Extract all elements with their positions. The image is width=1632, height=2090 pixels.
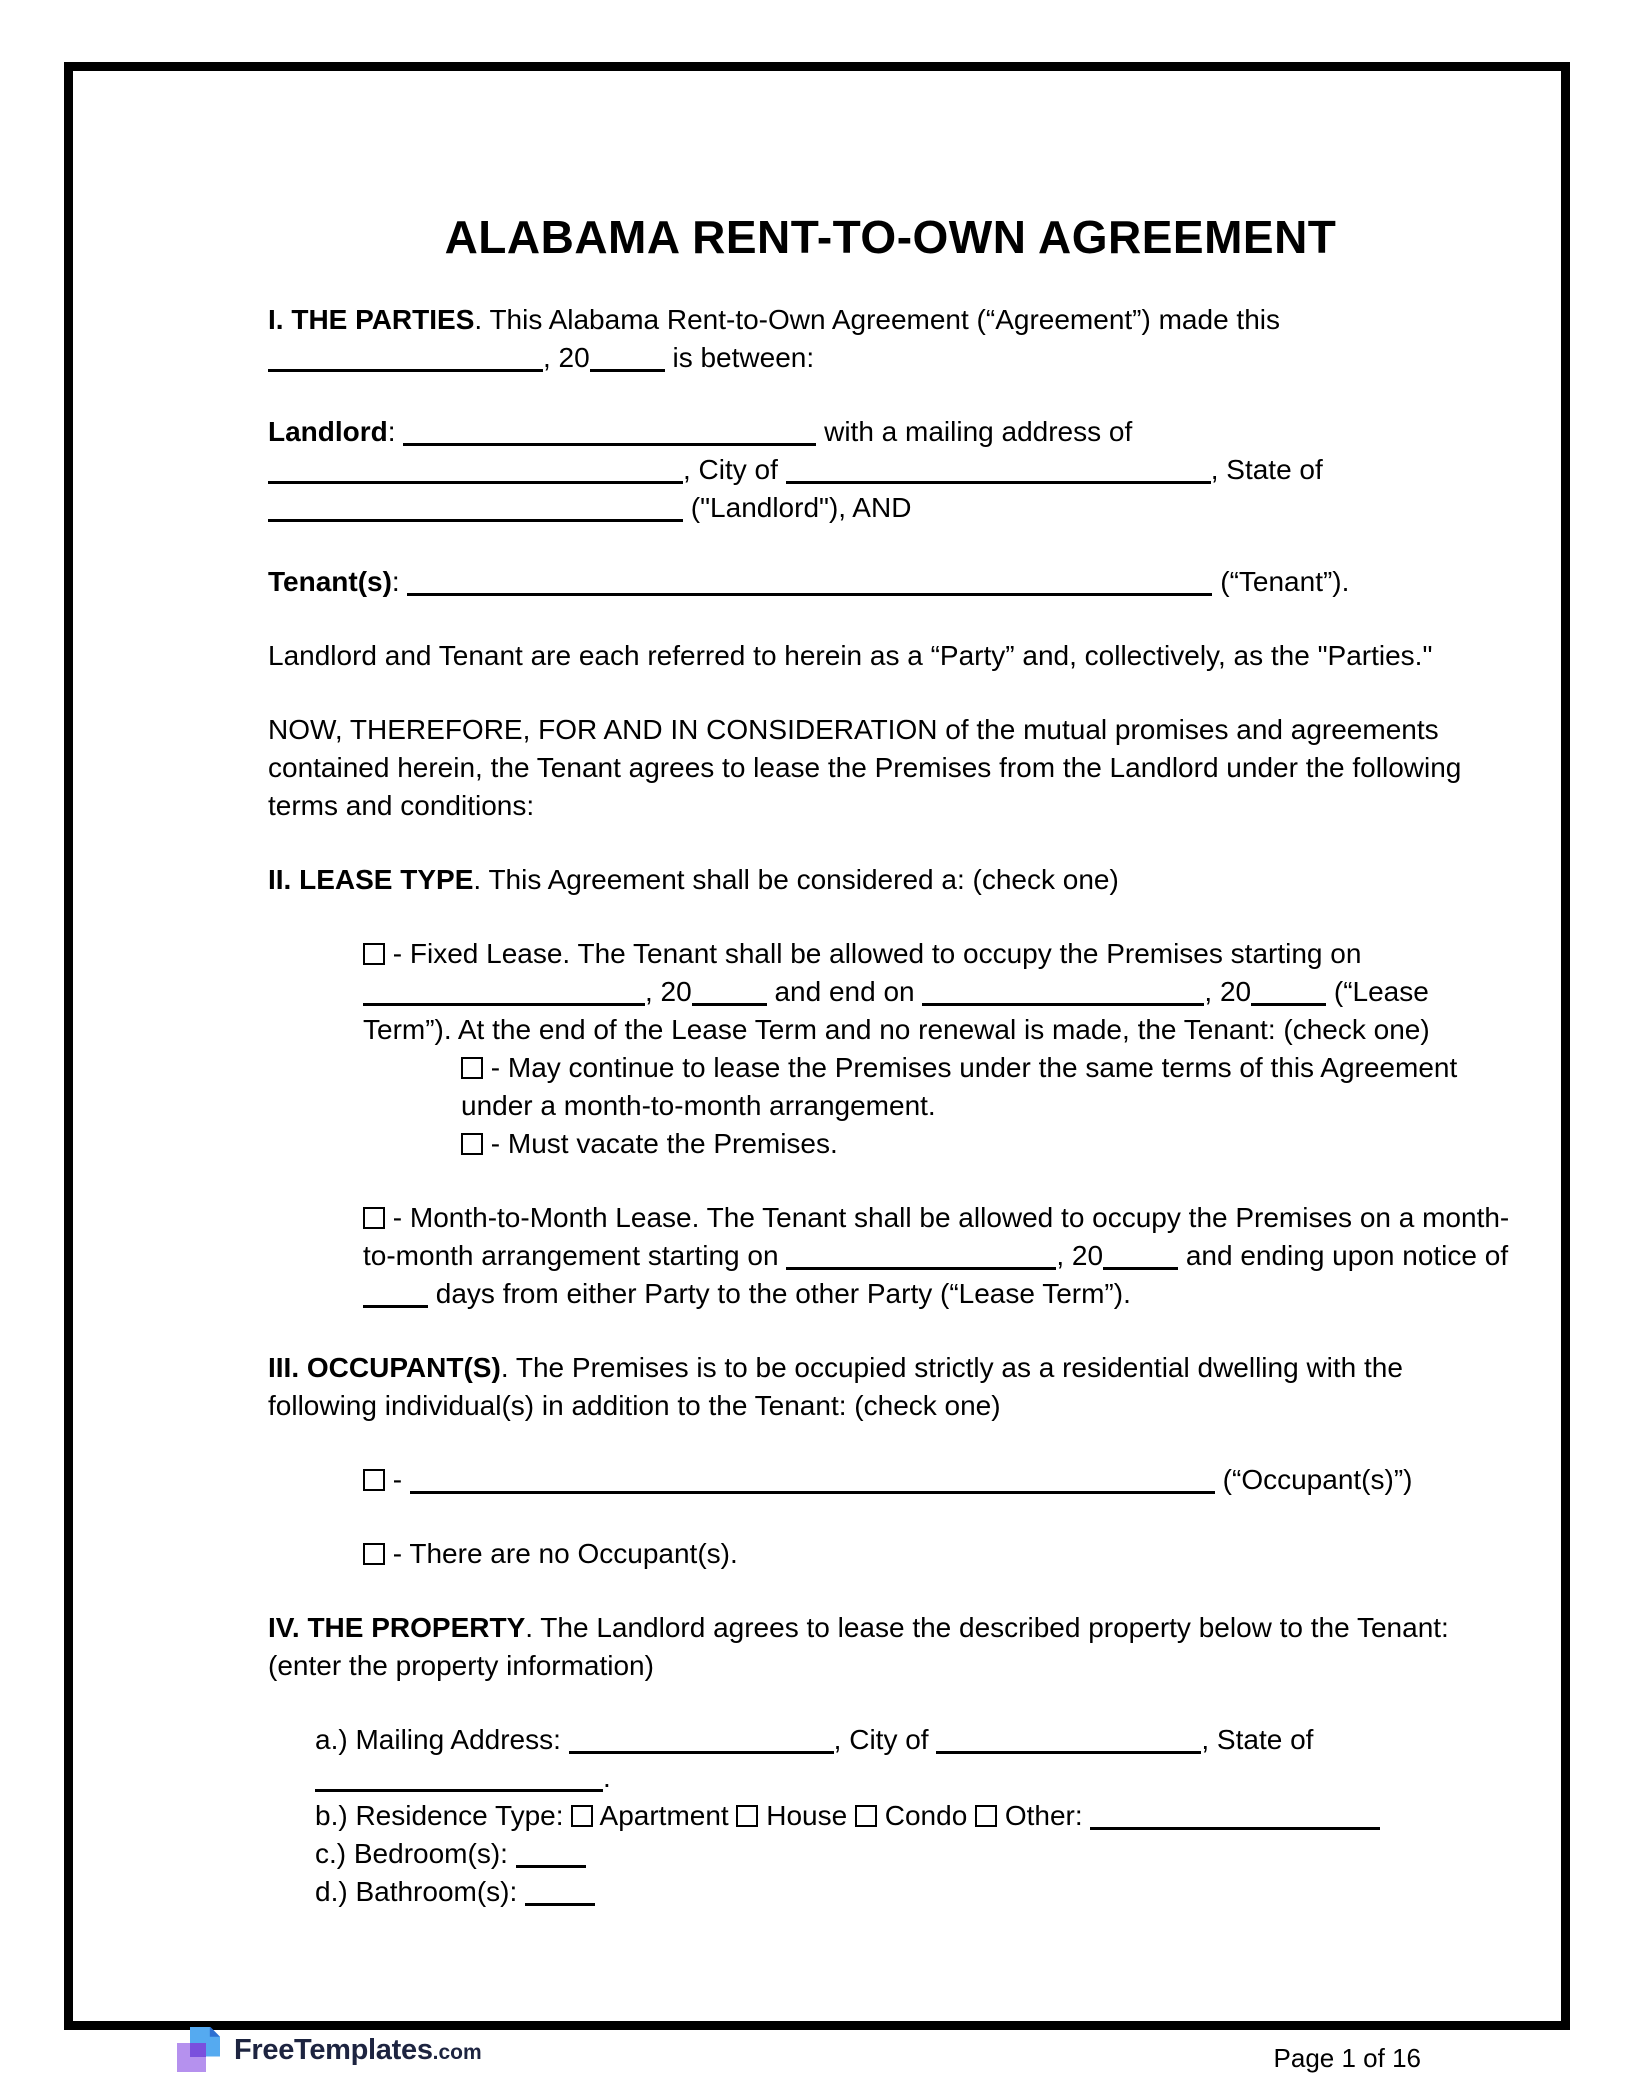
text-run: - Month-to-Month Lease. The Tenant shall be allowed to occupy the Premises on a month-to-month arrangement starting on (363, 1202, 1510, 1271)
paragraph (268, 861, 1513, 899)
checkbox[interactable] (736, 1805, 758, 1827)
paragraph (268, 637, 1513, 675)
checkbox[interactable] (363, 1543, 385, 1565)
blank-field[interactable] (569, 1725, 834, 1754)
blank-field[interactable] (922, 977, 1204, 1006)
blank-field[interactable] (363, 1279, 428, 1308)
bold-text-run: I. THE PARTIES (268, 304, 475, 335)
bold-text-run: III. OCCUPANT(S) (268, 1352, 501, 1383)
text-run: NOW, THEREFORE, FOR AND IN CONSIDERATION of the mutual promises and agreements contained herein, the Tenant agrees to lease the Premises from the Landlord under the following terms and conditions: (268, 714, 1462, 821)
text-run: c.) Bedroom(s): (315, 1838, 516, 1869)
text-run: , 20 (543, 342, 590, 373)
paragraph (268, 1535, 1513, 1573)
checkbox[interactable] (461, 1057, 483, 1079)
text-run: ("Landlord"), AND (683, 492, 912, 523)
text-run: and end on (766, 976, 923, 1007)
text-run: Apartment (593, 1800, 737, 1831)
blank-field[interactable] (268, 455, 683, 484)
blank-field[interactable] (315, 1763, 603, 1792)
text-run: - (385, 1464, 410, 1495)
paragraph (268, 413, 1513, 527)
text-run: - Must vacate the Premises. (483, 1128, 838, 1159)
checkbox[interactable] (363, 1207, 385, 1229)
text-run: . The Landlord agrees to lease the described property below to the Tenant: (enter the property information) (268, 1612, 1449, 1681)
checkbox[interactable] (461, 1133, 483, 1155)
checkbox[interactable] (363, 943, 385, 965)
blank-field[interactable] (363, 977, 645, 1006)
text-run: , 20 (1204, 976, 1252, 1007)
logo-overlap-square (190, 2043, 206, 2057)
paragraph (268, 1721, 1513, 1911)
paragraph (268, 563, 1513, 601)
blank-field[interactable] (1251, 977, 1326, 1006)
freetemplates-logo (177, 2025, 482, 2075)
blank-field[interactable] (268, 493, 683, 522)
text-run: Landlord and Tenant are each referred to herein as a “Party” and, collectively, as the "Parties." (268, 640, 1433, 671)
text-run: (“Occupant(s)”) (1214, 1464, 1413, 1495)
text-run: , City of (683, 454, 786, 485)
overlapping-pages-logo-icon (177, 2027, 221, 2074)
blank-field[interactable] (936, 1725, 1201, 1754)
blank-field[interactable] (590, 343, 665, 372)
document-body (268, 142, 1513, 1947)
brand-tld: .com (432, 2040, 482, 2064)
text-run: a.) Mailing Address: (315, 1724, 569, 1755)
blank-field[interactable] (1090, 1801, 1380, 1830)
paragraph (268, 1199, 1513, 1313)
text-run: Other: (997, 1800, 1091, 1831)
text-run: - May continue to lease the Premises under the same terms of this Agreement under a month-to-month arrangement. (461, 1052, 1458, 1121)
bold-text-run: IV. THE PROPERTY (268, 1612, 526, 1643)
blank-field[interactable] (525, 1877, 595, 1906)
checkbox[interactable] (975, 1805, 997, 1827)
page-border (64, 62, 1570, 2073)
bold-text-run: II. LEASE TYPE (268, 864, 474, 895)
checkbox[interactable] (571, 1805, 593, 1827)
text-run: (“Lease Term”). At the end of the Lease Term and no renewal is made, the Tenant: (check one) (363, 976, 1430, 1045)
text-run: with a mailing address of (816, 416, 1133, 447)
text-run: House (758, 1800, 855, 1831)
text-run: , State of (1201, 1724, 1314, 1755)
blank-field[interactable] (786, 1241, 1056, 1270)
paragraph (268, 1461, 1513, 1499)
text-run: - There are no Occupant(s). (385, 1538, 738, 1569)
checkbox[interactable] (363, 1469, 385, 1491)
blank-field[interactable] (1103, 1241, 1178, 1270)
text-run: d.) Bathroom(s): (315, 1876, 526, 1907)
blank-field[interactable] (410, 1465, 1215, 1494)
blank-field[interactable] (268, 343, 543, 372)
text-run: . The Premises is to be occupied strictly as a residential dwelling with the following individual(s) in addition to the Tenant: (check one) (268, 1352, 1403, 1421)
text-run: Condo (876, 1800, 976, 1831)
page-indicator: Page 1 of 16 (1273, 2043, 1421, 2073)
blank-field[interactable] (516, 1839, 586, 1868)
brand-name: FreeTemplates (234, 2033, 433, 2066)
blank-field[interactable] (403, 417, 816, 446)
text-run: : (391, 566, 408, 597)
bold-text-run: Tenant(s) (268, 566, 392, 597)
paragraph (268, 1049, 1513, 1125)
paragraph (268, 1125, 1513, 1163)
blank-field[interactable] (407, 567, 1212, 596)
bold-text-run: Landlord (268, 416, 388, 447)
text-run: and ending upon notice of (1178, 1240, 1509, 1271)
blank-field[interactable] (692, 977, 767, 1006)
blank-field[interactable] (786, 455, 1211, 484)
document-paragraphs (268, 301, 1513, 1911)
text-run: : (387, 416, 404, 447)
paragraph (268, 711, 1513, 825)
text-run: . (603, 1762, 611, 1793)
text-run: , State of (1210, 454, 1323, 485)
paragraph (268, 1609, 1513, 1685)
paragraph (268, 1349, 1513, 1425)
text-run: . This Alabama Rent-to-Own Agreement (“Agreement”) made this (474, 304, 1280, 335)
text-run: , City of (833, 1724, 937, 1755)
paragraph (268, 935, 1513, 1049)
text-run: , 20 (1056, 1240, 1104, 1271)
text-run: is between: (664, 342, 815, 373)
checkbox[interactable] (855, 1805, 877, 1827)
text-run: b.) Residence Type: (315, 1800, 572, 1831)
text-run: - Fixed Lease. The Tenant shall be allowed to occupy the Premises starting on (385, 938, 1362, 969)
paragraph (268, 301, 1513, 377)
brand-wordmark (234, 2034, 482, 2067)
text-run: (“Tenant”). (1212, 566, 1350, 597)
document-title: ALABAMA RENT-TO-OWN AGREEMENT (444, 211, 1337, 263)
text-run: days from either Party to the other Party (“Lease Term”). (428, 1278, 1131, 1309)
text-run: , 20 (645, 976, 692, 1007)
text-run: . This Agreement shall be considered a: (check one) (473, 864, 1119, 895)
